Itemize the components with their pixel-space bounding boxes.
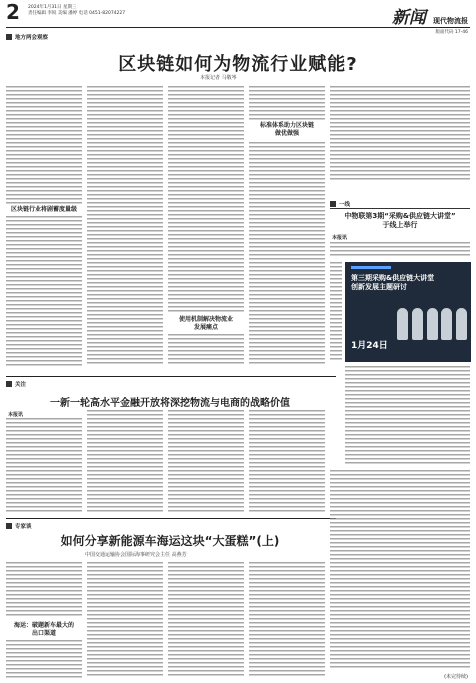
article-1-subhead-3: 使用机制解决物流业 发展痛点	[178, 316, 233, 331]
continued-note: (未完待续)	[444, 674, 468, 680]
brand-code: 版面代码 17-46	[435, 30, 468, 35]
article-1-col-3-b	[168, 334, 244, 366]
speaker-photo	[441, 308, 452, 340]
section-marker-icon	[6, 523, 12, 529]
article-3-title: 如何分享新能源车海运这块“大蛋糕”(上)	[60, 534, 280, 548]
masthead	[0, 0, 476, 35]
article-2-col-3	[168, 410, 244, 514]
article-2-lead: 本报讯	[8, 412, 24, 418]
article-2-col-2	[87, 410, 163, 514]
article-1-col-5	[330, 86, 470, 182]
article-1-col-4-a	[249, 86, 325, 120]
page-meta	[28, 5, 125, 17]
article-3-col-1-a	[6, 562, 82, 618]
article-3-col-4	[249, 562, 325, 678]
section-marker-icon	[6, 34, 12, 40]
article-4-title: 中物联第3期“采购&供应链大讲堂” 于线上举行	[344, 212, 456, 229]
divider-1	[6, 376, 336, 377]
article-3-col-1-b	[6, 640, 82, 678]
poster-date: 1月24日	[351, 341, 388, 351]
article-2-title: 一新一轮高水平金融开放将深挖物流与电商的战略价值	[50, 398, 290, 409]
poster-speakers	[397, 302, 467, 342]
page-meta-date: 2024年1月31日 星期三	[28, 5, 77, 10]
article-1-col-4-b	[249, 142, 325, 366]
article-1-col-3-a	[168, 86, 244, 314]
header-rule	[6, 27, 470, 28]
article-3-byline: 中国交通运输协会国际海事研究会主任 高燕芳	[85, 552, 187, 558]
brand-title: 新闻	[391, 8, 426, 28]
article-4-body-side	[330, 262, 342, 362]
brand-subtitle: 现代物流报	[433, 17, 468, 25]
article-1-subhead-2: 标准体系助力区块链 做优做强	[259, 122, 314, 137]
article-3-subhead-1: 海运：破题新车最大的 出口渠道	[13, 622, 74, 637]
article-1-col-2	[87, 86, 163, 366]
event-poster-image	[345, 262, 471, 362]
speaker-photo	[397, 308, 408, 340]
section-label-expert: 专家谈	[6, 522, 32, 530]
divider-2	[6, 518, 336, 519]
speaker-photo	[456, 308, 467, 340]
speaker-photo	[427, 308, 438, 340]
poster-title: 第三期采购&供应链大讲堂 创新发展主题研讨	[351, 274, 435, 291]
page-number: 2	[6, 0, 20, 24]
section-label-frontline: 一线	[330, 200, 470, 209]
poster-accent-bar	[351, 266, 391, 269]
article-3-col-5	[330, 470, 470, 670]
article-1-byline: 本报记者 马敬岑	[200, 75, 237, 81]
section-label-focus: 关注	[6, 380, 26, 388]
section-marker-icon	[330, 201, 336, 207]
article-1-col-1-a	[6, 86, 82, 206]
article-4-lead: 本报讯	[332, 235, 348, 241]
article-4-body-a	[330, 242, 470, 258]
article-2-col-4	[249, 410, 325, 514]
article-1-title: 区块链如何为物流行业赋能?	[118, 54, 358, 75]
section-label-local: 地方两会观察	[6, 33, 48, 41]
article-3-col-3	[168, 562, 244, 678]
article-1-subhead-1: 区块链行业将剧蓄度量级	[10, 206, 77, 213]
article-4-body-b	[345, 366, 470, 466]
article-1-col-1-b	[6, 216, 82, 366]
article-3-col-2	[87, 562, 163, 678]
section-marker-icon	[6, 381, 12, 387]
article-2-col-1	[6, 418, 82, 514]
page-meta-editors: 责任编辑 李锐 美编 潘婷 电话 0451-82074227	[28, 11, 126, 16]
newspaper-brand	[392, 3, 468, 35]
speaker-photo	[412, 308, 423, 340]
